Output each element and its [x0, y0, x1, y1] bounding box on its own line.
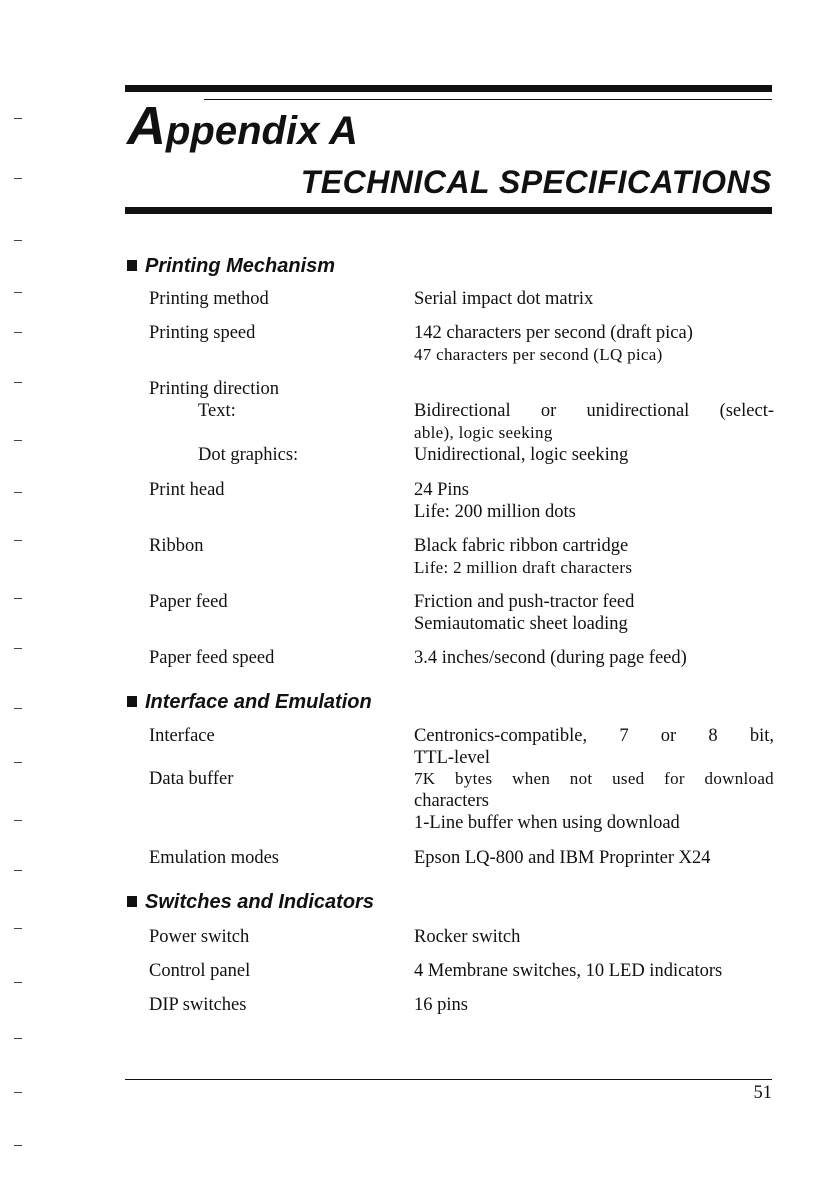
bullet-square-icon [127, 696, 137, 707]
appendix-title-rest: ppendix A [166, 109, 358, 153]
footer-rule [125, 1079, 772, 1080]
label-printing-speed: Printing speed [149, 323, 256, 343]
value-paper-feed-speed: 3.4 inches/second (during page feed) [414, 648, 687, 668]
header-top-rule [125, 85, 772, 92]
section-heading-interface: Interface and Emulation [127, 689, 372, 715]
label-dot-graphics: Dot graphics: [198, 445, 299, 465]
label-emulation-modes: Emulation modes [149, 848, 279, 868]
label-dip-switches: DIP switches [149, 995, 247, 1015]
label-text: Text: [198, 401, 236, 421]
value-text: Bidirectional or unidirectional (select- able), logic seeking [414, 401, 774, 442]
appendix-title [127, 96, 358, 161]
page-number: 51 [753, 1083, 772, 1103]
bullet-square-icon [127, 896, 137, 907]
label-interface: Interface [149, 726, 215, 746]
label-paper-feed: Paper feed [149, 592, 228, 612]
value-power-switch: Rocker switch [414, 927, 521, 947]
section-heading-switches: Switches and Indicators [127, 889, 374, 915]
label-printing-method: Printing method [149, 289, 269, 309]
label-printing-direction: Printing direction [149, 379, 279, 399]
appendix-initial: A [127, 96, 166, 156]
label-power-switch: Power switch [149, 927, 250, 947]
value-data-buffer: 7K bytes when not used for download characters 1-Line buffer when using download [414, 769, 774, 833]
value-printing-method: Serial impact dot matrix [414, 289, 594, 309]
bullet-square-icon [127, 260, 137, 271]
label-paper-feed-speed: Paper feed speed [149, 648, 275, 668]
section-heading-printing: Printing Mechanism [127, 253, 335, 279]
value-dip-switches: 16 pins [414, 995, 468, 1015]
value-ribbon: Black fabric ribbon cartridge Life: 2 million draft characters [414, 536, 633, 577]
label-ribbon: Ribbon [149, 536, 204, 556]
value-control-panel: 4 Membrane switches, 10 LED indicators [414, 961, 723, 981]
page-title: TECHNICAL SPECIFICATIONS [300, 164, 772, 200]
value-paper-feed: Friction and push-tractor feed Semiautomatic sheet loading [414, 592, 635, 634]
value-emulation-modes: Epson LQ-800 and IBM Proprinter X24 [414, 848, 711, 868]
label-print-head: Print head [149, 480, 225, 500]
value-print-head: 24 Pins Life: 200 million dots [414, 480, 576, 522]
value-dot-graphics: Unidirectional, logic seeking [414, 445, 629, 465]
value-printing-speed: 142 characters per second (draft pica) 47 characters per second (LQ pica) [414, 323, 693, 364]
scan-margin-marks [14, 30, 28, 1180]
label-data-buffer: Data buffer [149, 769, 234, 789]
label-control-panel: Control panel [149, 961, 251, 981]
value-interface: Centronics-compatible, 7 or 8 bit, TTL-level [414, 726, 774, 768]
header-bottom-rule [125, 207, 772, 214]
